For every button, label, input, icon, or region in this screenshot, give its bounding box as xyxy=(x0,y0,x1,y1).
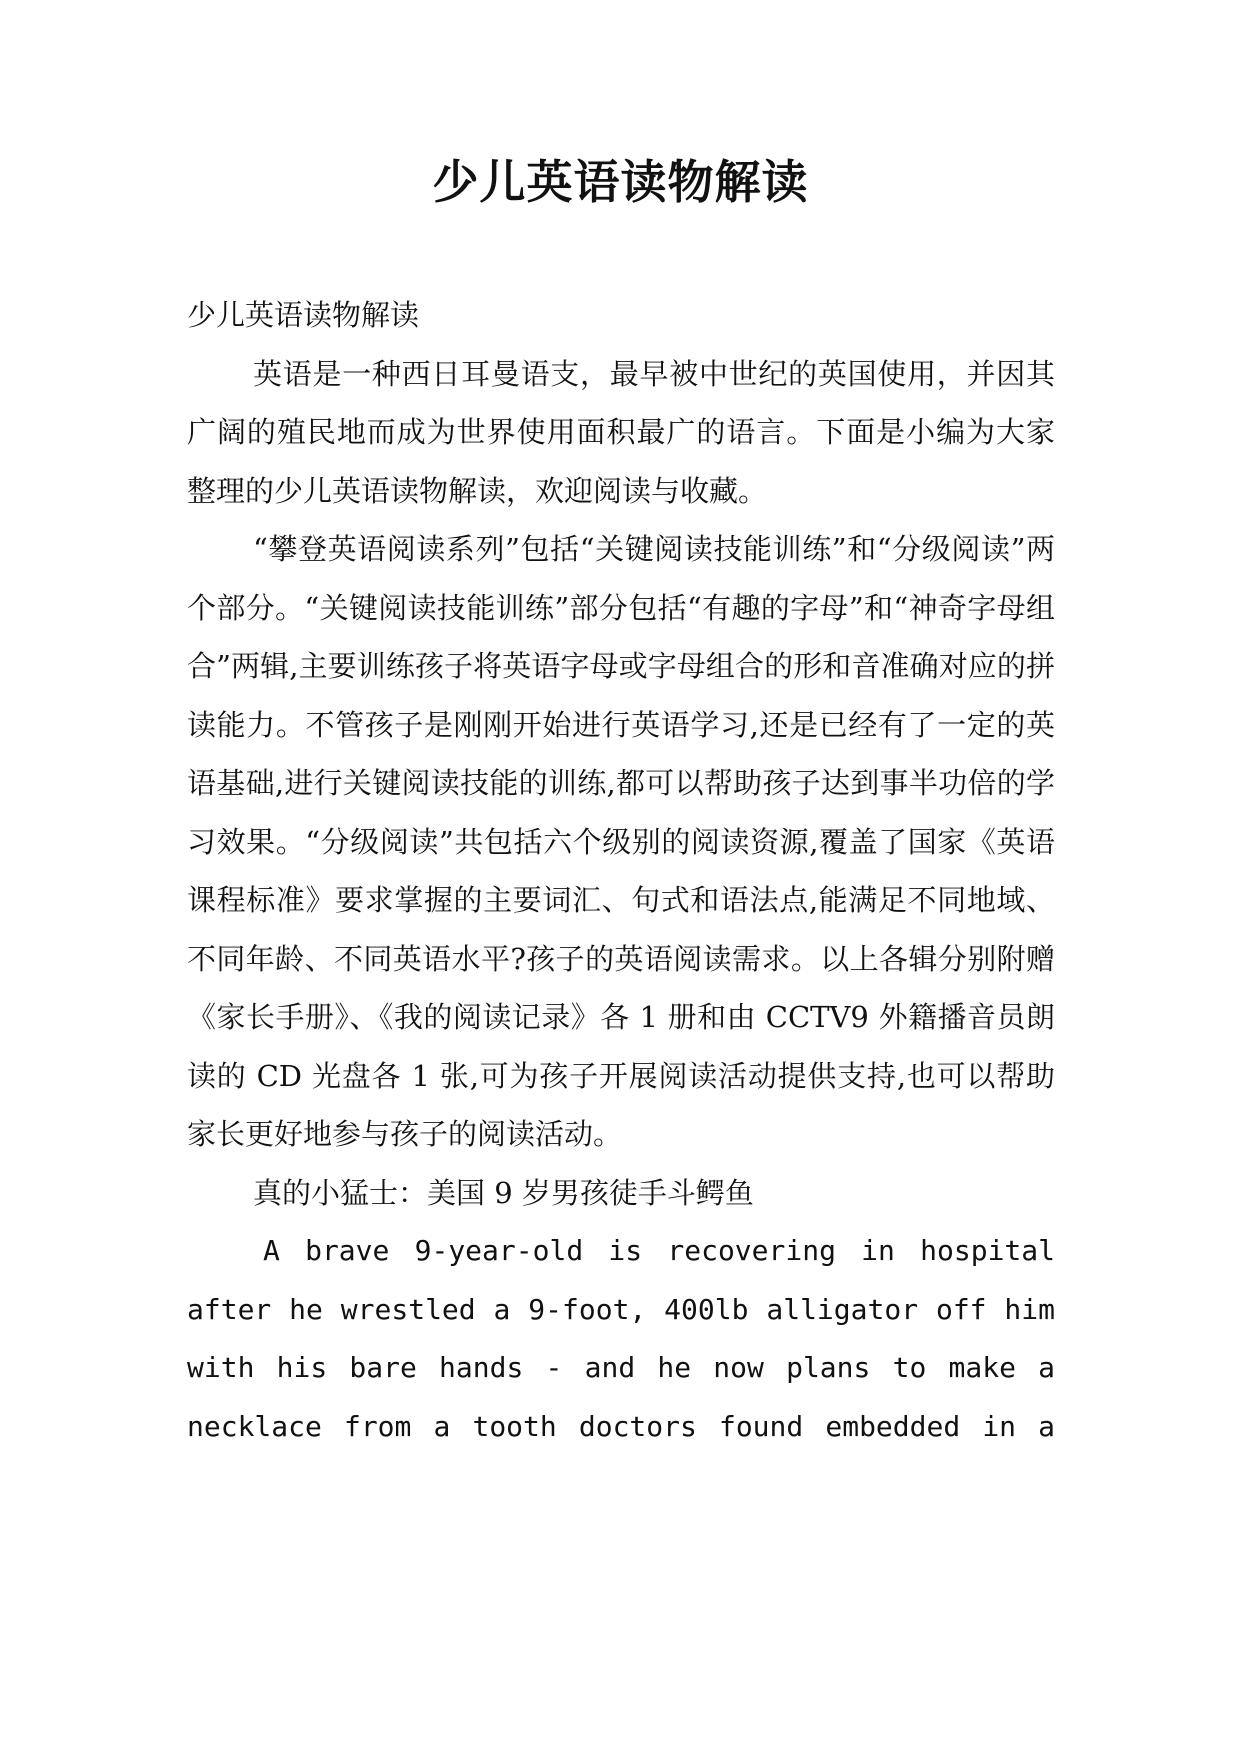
english-paragraph: A brave 9-year-old is recovering in hospital after he wrestled a 9-foot, 400lb alligator off him with his bare hands - and he now plans to make a necklace from a tooth doctors found embedded in a xyxy=(187,1234,1055,1443)
intro-paragraph: 英语是一种西日耳曼语支，最早被中世纪的英国使用，并因其广阔的殖民地而成为世界使用面积最广的语言。下面是小编为大家整理的少儿英语读物解读，欢迎阅读与收藏。 xyxy=(187,356,1055,508)
series-paragraph: “攀登英语阅读系列”包括“关键阅读技能训练”和“分级阅读”两个部分。“关键阅读技能训练”部分包括“有趣的字母”和“神奇字母组合”两辑,主要训练孩子将英语字母或字母组合的形和音准确对应的拼读能力。不管孩子是刚刚开始进行英语学习,还是已经有了一定的英语基础,进行关键阅读技能的训练,都可以帮助孩子达到事半功倍的学习效果。“分级阅读”共包括六个级别的阅读资源,覆盖了国家《英语课程标准》要求掌握的主要词汇、句式和语法点,能满足不同地域、不同年龄、不同英语水平?孩子的英语阅读需求。以上各辑分别附赠《家长手册》、《我的阅读记录》各 1 册和由 CCTV9 外籍播音员朗读的 CD 光盘各 1 张,可为孩子开展阅读活动提供支持,也可以帮助家长更好地参与孩子的阅读活动。 xyxy=(187,532,1055,1151)
story-heading: 真的小猛士：美国 9 岁男孩徒手斗鳄鱼 xyxy=(253,1175,754,1210)
document-title: 少儿英语读物解读 xyxy=(432,155,809,209)
document-body xyxy=(187,286,1055,1456)
subtitle-paragraph: 少儿英语读物解读 xyxy=(187,298,420,332)
